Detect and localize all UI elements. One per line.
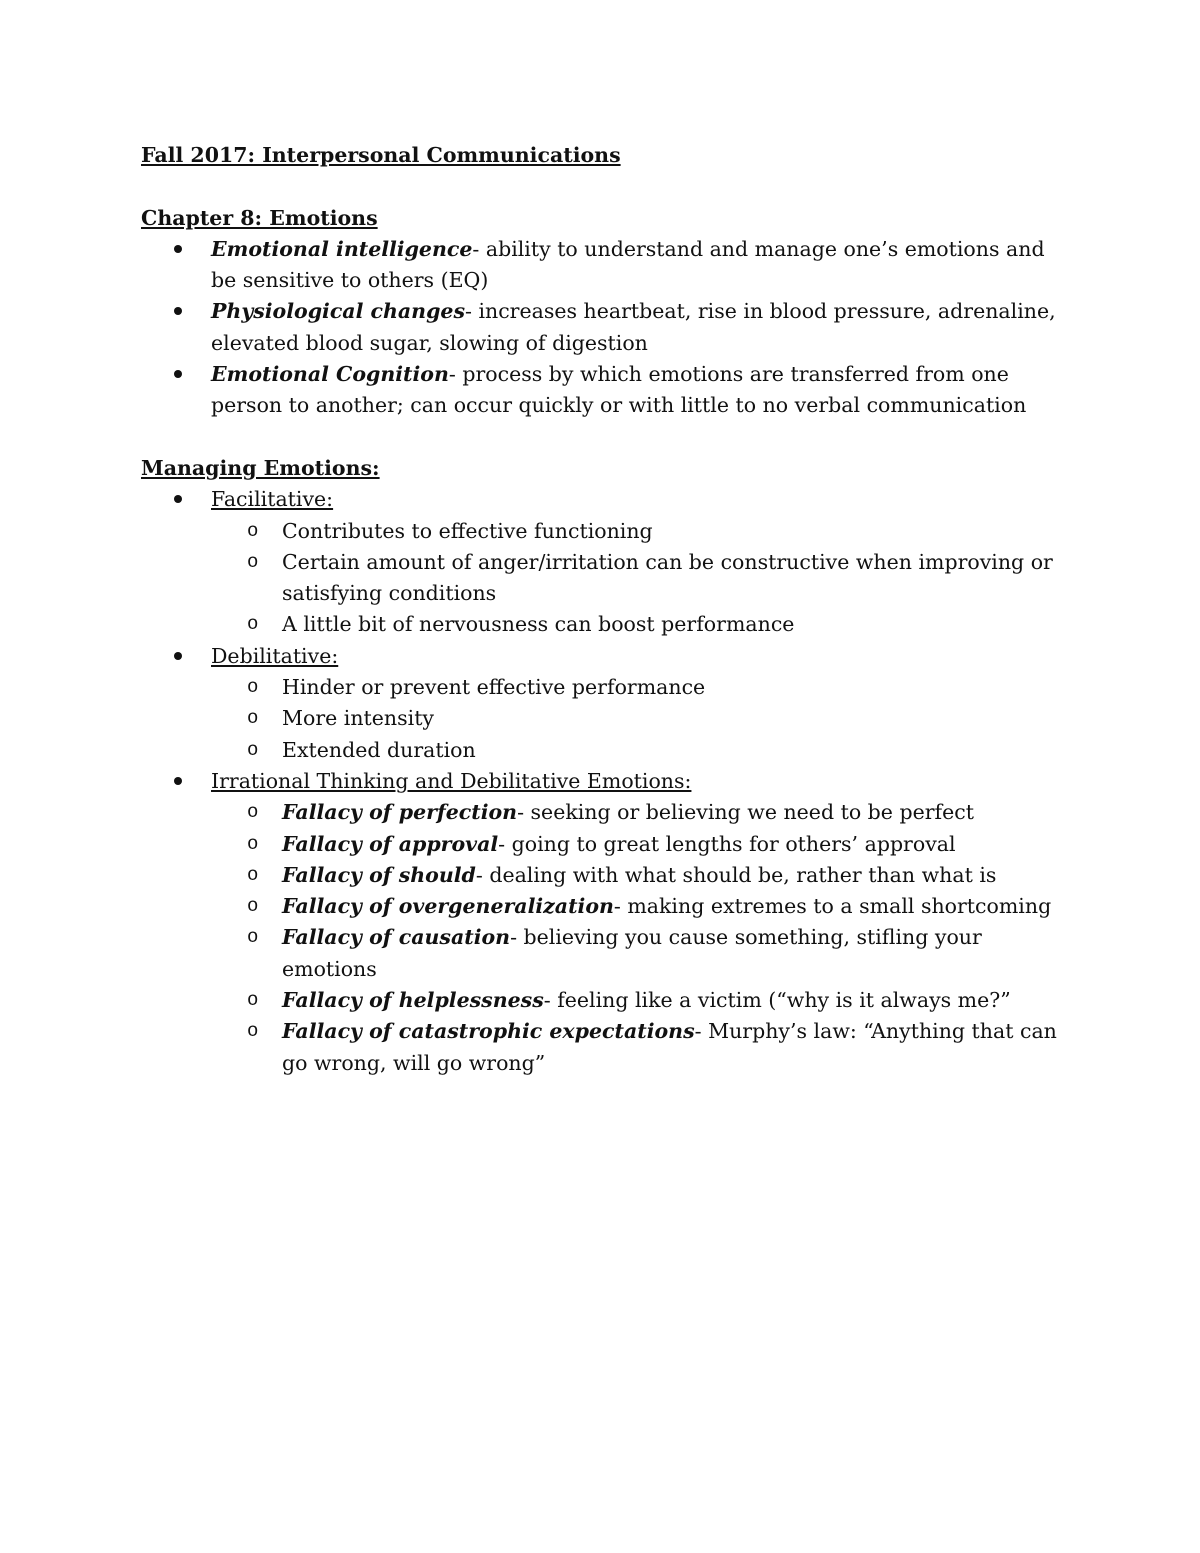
- definition: - increases heartbeat, rise in blood pressure, adrenaline, elevated blood sugar, slowing of digestion: [211, 299, 1056, 355]
- sub-marker: o: [247, 519, 259, 542]
- term: Fallacy of catastrophic expectations: [282, 1019, 695, 1044]
- sublist-item: [247, 1016, 1061, 1079]
- managing-heading: Managing Emotions:: [141, 455, 380, 480]
- sublist-item: [247, 797, 1061, 828]
- sublist-text: Contributes to effective functioning: [282, 518, 653, 543]
- sub-marker: o: [247, 926, 259, 949]
- sub-marker: o: [247, 832, 259, 855]
- document-page: [141, 140, 1061, 1079]
- definition: - seeking or believing we need to be perfect: [517, 800, 974, 825]
- sublist-item: [247, 703, 1061, 734]
- list-item: [211, 641, 1061, 766]
- sub-marker: o: [247, 895, 259, 918]
- debilitative-label: Debilitative:: [211, 643, 339, 668]
- list-item: [211, 766, 1061, 1079]
- chapter-heading: Chapter 8: Emotions: [141, 205, 378, 230]
- sublist-text: Certain amount of anger/irritation can be constructive when improving or satisfying conditions: [282, 549, 1053, 606]
- definition: - process by which emotions are transferred from one person to another; can occur quickly or with little to no verbal communication: [211, 362, 1027, 418]
- definition: - making extremes to a small shortcoming: [613, 894, 1052, 919]
- sub-marker: o: [247, 676, 259, 699]
- facilitative-sublist: [211, 516, 1061, 641]
- definition: - going to great lengths for others’ approval: [498, 831, 956, 856]
- spacer: [141, 422, 1061, 453]
- sublist-text: Hinder or prevent effective performance: [282, 675, 706, 700]
- definition: - feeling like a victim (“why is it always me?”: [543, 988, 1011, 1013]
- list-item: [211, 359, 1061, 422]
- sublist-text: Extended duration: [282, 737, 476, 762]
- definition: - Murphy’s law: “Anything that can go wrong, will go wrong”: [282, 1019, 1057, 1075]
- sublist-item: [247, 735, 1061, 766]
- sub-marker: o: [247, 613, 259, 636]
- sub-marker: o: [247, 989, 259, 1012]
- list-item: [211, 234, 1061, 297]
- definition: - believing you cause something, stifling your emotions: [282, 925, 982, 981]
- term: Fallacy of approval: [282, 831, 499, 856]
- sub-marker: o: [247, 801, 259, 824]
- sublist-text: A little bit of nervousness can boost performance: [282, 612, 795, 637]
- term: Fallacy of should: [282, 862, 476, 887]
- document-title: Fall 2017: Interpersonal Communications: [141, 143, 621, 167]
- list-item: [211, 296, 1061, 359]
- managing-list: [141, 484, 1061, 1079]
- spacer: [141, 171, 1061, 202]
- sub-marker: o: [247, 550, 259, 573]
- term: Fallacy of causation: [282, 925, 511, 950]
- definition: - dealing with what should be, rather than what is: [475, 862, 997, 887]
- term: Emotional Cognition: [211, 362, 449, 387]
- irrational-label: Irrational Thinking and Debilitative Emotions:: [211, 768, 692, 793]
- sublist-item: [247, 516, 1061, 547]
- facilitative-label: Facilitative:: [211, 487, 334, 512]
- sublist-item: [247, 829, 1061, 860]
- term: Emotional intelligence: [211, 236, 473, 261]
- sublist-item: [247, 672, 1061, 703]
- sublist-item: [247, 547, 1061, 610]
- sub-marker: o: [247, 738, 259, 761]
- list-item: [211, 484, 1061, 640]
- sublist-item: [247, 609, 1061, 640]
- sublist-item: [247, 860, 1061, 891]
- sub-marker: o: [247, 707, 259, 730]
- sub-marker: o: [247, 863, 259, 886]
- chapter-list: [141, 234, 1061, 422]
- sublist-item: [247, 922, 1061, 985]
- term: Physiological changes: [211, 299, 465, 324]
- term: Fallacy of overgeneralization: [282, 894, 614, 919]
- sublist-text: More intensity: [282, 706, 435, 731]
- definition: - ability to understand and manage one’s emotions and be sensitive to others (EQ): [211, 236, 1045, 293]
- debilitative-sublist: [211, 672, 1061, 766]
- sub-marker: o: [247, 1020, 259, 1043]
- term: Fallacy of helplessness: [282, 988, 544, 1013]
- sublist-item: [247, 891, 1061, 922]
- irrational-sublist: [211, 797, 1061, 1079]
- term: Fallacy of perfection: [282, 800, 518, 825]
- sublist-item: [247, 985, 1061, 1016]
